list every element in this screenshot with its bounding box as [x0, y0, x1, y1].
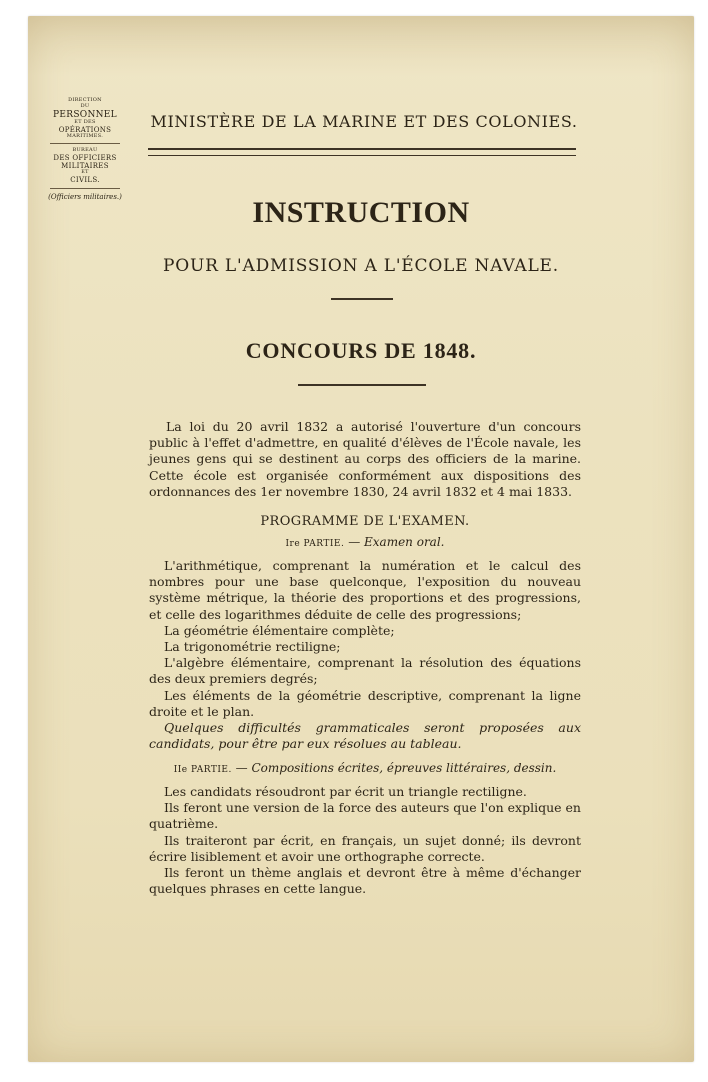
sidebar-direction — [30, 98, 140, 201]
part2-title: — Compositions écrites, épreuves littéraires, dessin. — [235, 761, 557, 775]
sidebar-line: CIVILS. — [70, 175, 100, 184]
list-item: Ils feront un thème anglais et devront être à même d'échanger quelques phrases en cette langue. — [149, 865, 581, 897]
document-title: INSTRUCTION — [252, 196, 470, 229]
programme-title: PROGRAMME DE L'EXAMEN. — [260, 514, 470, 529]
part1-label: Ire PARTIE. — [285, 539, 345, 549]
ministry-heading: MINISTÈRE DE LA MARINE ET DES COLONIES. — [150, 112, 578, 131]
list-item: L'arithmétique, comprenant la numération et le calcul des nombres pour une base quelconque, l'exposition du nouveau système métrique, la théorie des proportions et des progressions, et celle des logarithmes déduite de celle des progressions; — [149, 558, 581, 622]
list-item: Les candidats résoudront par écrit un triangle rectiligne. — [164, 784, 527, 799]
sidebar-line: DU — [80, 102, 90, 109]
part2-label: IIe PARTIE. — [173, 765, 232, 775]
sidebar-line: PERSONNEL — [53, 109, 117, 120]
intro-paragraph: La loi du 20 avril 1832 a autorisé l'ouverture d'un concours public à l'effet d'admettre, en qualité d'élèves de l'École navale, les jeunes gens qui se destinent au corps des officiers de la marine. Cette école est organisée conformément aux dispositions des ordonnances des 1er novembre 1830, 24 avril 1832 et 4 mai 1833. — [149, 419, 581, 499]
sidebar-line: OPÉRATIONS — [58, 125, 112, 134]
list-item: L'algèbre élémentaire, comprenant la résolution des équations des deux premiers degrés; — [149, 655, 581, 687]
concours-heading: CONCOURS DE 1848. — [245, 338, 477, 363]
part1-title: — Examen oral. — [348, 535, 445, 549]
sidebar-line: MILITAIRES — [61, 162, 109, 171]
sidebar-line: ET — [81, 169, 89, 176]
part1-list — [149, 558, 581, 752]
double-rule — [148, 148, 576, 156]
sidebar-line: DIRECTION — [68, 97, 102, 103]
sidebar-line: DES OFFICIERS — [53, 154, 117, 163]
sidebar-line: MARITIMES. — [66, 132, 104, 139]
sidebar-rule — [50, 188, 120, 189]
part1-heading — [149, 535, 581, 549]
part2-heading — [149, 761, 581, 775]
list-item: La trigonométrie rectiligne; — [164, 639, 341, 655]
divider-rule — [298, 384, 426, 386]
sidebar-note: (Officiers militaires.) — [48, 193, 122, 202]
sidebar-rule — [50, 143, 120, 144]
divider-rule — [331, 298, 393, 300]
part2-list — [149, 784, 581, 897]
list-item: La géométrie élémentaire complète; — [164, 622, 395, 638]
list-item: Ils traiteront par écrit, en français, un sujet donné; ils devront écrire lisiblement et avoir une orthographe correcte. — [149, 832, 581, 864]
sidebar-line: BUREAU — [72, 147, 98, 154]
document-subtitle: POUR L'ADMISSION A L'ÉCOLE NAVALE. — [163, 256, 559, 276]
list-item: Les éléments de la géométrie descriptive, comprenant la ligne droite et le plan. — [149, 687, 581, 719]
list-item: Ils feront une version de la force des auteurs que l'on explique en quatrième. — [149, 800, 581, 832]
sidebar-line: ET DES — [74, 118, 96, 125]
part1-note: Quelques difficultés grammaticales seront proposées aux candidats, pour être par eux résolues au tableau. — [149, 720, 581, 752]
